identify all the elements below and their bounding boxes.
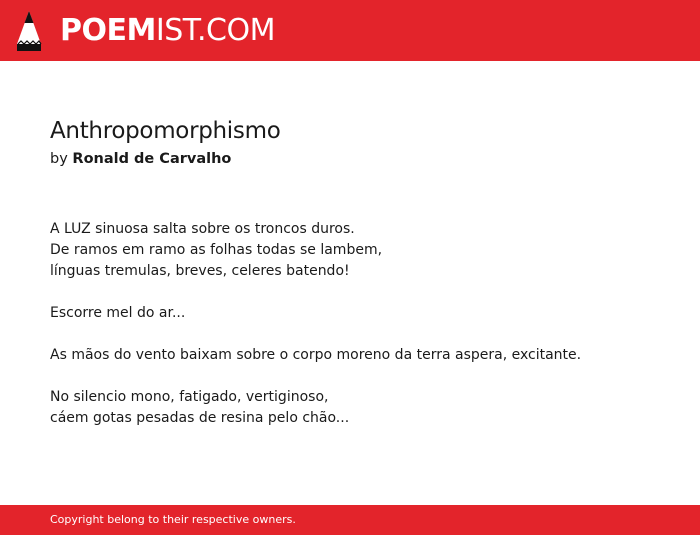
poem-line: A LUZ sinuosa salta sobre os troncos duros. xyxy=(50,221,355,237)
poem-line: cáem gotas pesadas de resina pelo chão... xyxy=(50,410,350,426)
site-footer xyxy=(0,505,700,535)
site-logo[interactable] xyxy=(16,9,275,53)
stanza-3 xyxy=(50,345,680,366)
poem-line: As mãos do vento baixam sobre o corpo moreno da terra aspera, excitante. xyxy=(50,347,582,363)
site-header xyxy=(0,0,700,61)
stanza-2 xyxy=(50,303,680,324)
poem-body xyxy=(50,219,680,450)
logo-wordmark xyxy=(60,9,275,53)
poem-line: Escorre mel do ar... xyxy=(50,305,186,321)
logo-bold-text: POEM xyxy=(60,13,156,48)
poem-title: Anthropomorphismo xyxy=(50,118,281,144)
poem-heading xyxy=(50,116,670,169)
copyright-notice: Copyright belong to their respective owners. xyxy=(50,513,296,526)
logo-light-text: IST.COM xyxy=(155,13,275,48)
author-name[interactable]: Ronald de Carvalho xyxy=(72,151,232,167)
poem-byline xyxy=(50,149,670,169)
by-label: by xyxy=(50,151,68,167)
poem-line: línguas tremulas, breves, celeres batendo! xyxy=(50,263,350,279)
poem-line: De ramos em ramo as folhas todas se lambem, xyxy=(50,242,383,258)
pencil-icon xyxy=(16,10,42,52)
stanza-4 xyxy=(50,387,680,429)
poem-line: No silencio mono, fatigado, vertiginoso, xyxy=(50,389,329,405)
stanza-1 xyxy=(50,219,680,282)
